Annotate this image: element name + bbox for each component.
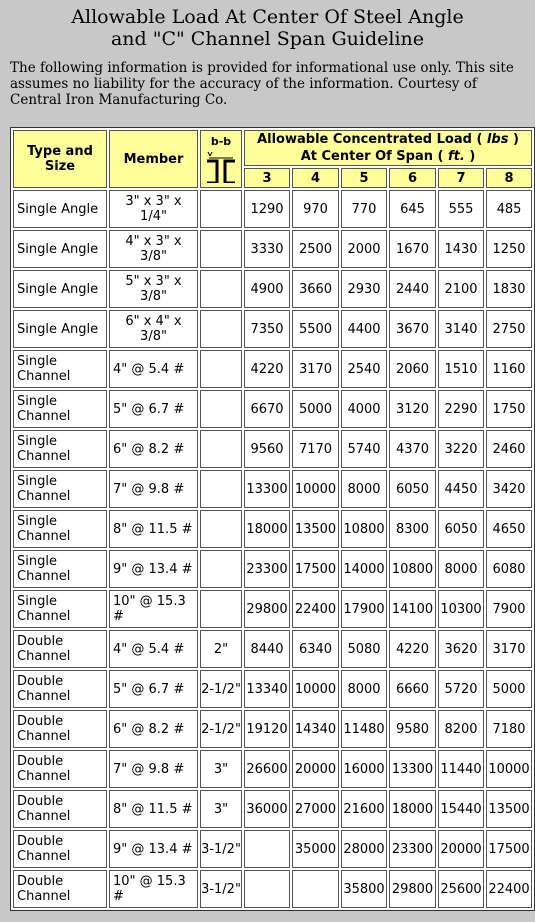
span-header: 7 xyxy=(438,168,484,188)
table-row xyxy=(13,350,532,388)
cell-load: 5080 xyxy=(341,630,387,668)
cell-load: 8000 xyxy=(438,550,484,588)
cell-bb: 3-1/2" xyxy=(200,870,242,908)
page-title xyxy=(0,6,535,50)
cell-load: 22400 xyxy=(486,870,532,908)
cell-load: 10000 xyxy=(486,750,532,788)
cell-load: 8300 xyxy=(389,510,436,548)
cell-load: 22400 xyxy=(292,590,339,628)
cell-type: Single Angle xyxy=(13,270,107,308)
cell-load: 13300 xyxy=(244,470,290,508)
cell-load: 17500 xyxy=(292,550,339,588)
cell-type: Single Channel xyxy=(13,390,107,428)
cell-bb xyxy=(200,470,242,508)
cell-load: 3660 xyxy=(292,270,339,308)
cell-load: 2440 xyxy=(389,270,436,308)
cell-load: 3170 xyxy=(292,350,339,388)
cell-type: Single Channel xyxy=(13,590,107,628)
cell-load: 555 xyxy=(438,190,484,228)
cell-bb: 2" xyxy=(200,630,242,668)
cell-load: 5500 xyxy=(292,310,339,348)
cell-bb xyxy=(200,510,242,548)
cell-load: 9560 xyxy=(244,430,290,468)
cell-type: Single Angle xyxy=(13,190,107,228)
cell-load xyxy=(292,870,339,908)
cell-load: 770 xyxy=(341,190,387,228)
cell-load: 1160 xyxy=(486,350,532,388)
cell-load: 7180 xyxy=(486,710,532,748)
cell-load: 2540 xyxy=(341,350,387,388)
cell-load: 35000 xyxy=(292,830,339,868)
cell-bb xyxy=(200,390,242,428)
title-line-2: and "C" Channel Span Guideline xyxy=(110,28,425,50)
cell-load: 7350 xyxy=(244,310,290,348)
cell-bb xyxy=(200,230,242,268)
cell-load: 17900 xyxy=(341,590,387,628)
cell-load: 13300 xyxy=(389,750,436,788)
channel-diagram-icon xyxy=(204,149,238,183)
cell-load: 7170 xyxy=(292,430,339,468)
cell-load: 19120 xyxy=(244,710,290,748)
cell-bb xyxy=(200,310,242,348)
cell-load: 5000 xyxy=(486,670,532,708)
header-allowable-load xyxy=(244,130,532,166)
cell-bb xyxy=(200,350,242,388)
cell-load xyxy=(244,830,290,868)
cell-load: 21600 xyxy=(341,790,387,828)
cell-load: 10000 xyxy=(292,670,339,708)
cell-bb xyxy=(200,190,242,228)
cell-load: 11440 xyxy=(438,750,484,788)
cell-member: 9" @ 13.4 # xyxy=(109,830,198,868)
table-row xyxy=(13,470,532,508)
cell-member: 10" @ 15.3 # xyxy=(109,590,198,628)
cell-load: 1290 xyxy=(244,190,290,228)
table-row xyxy=(13,590,532,628)
table-row xyxy=(13,230,532,268)
cell-bb: 3" xyxy=(200,750,242,788)
cell-load: 10300 xyxy=(438,590,484,628)
cell-load: 8000 xyxy=(341,670,387,708)
title-line-1: Allowable Load At Center Of Steel Angle xyxy=(71,6,464,28)
span-header: 4 xyxy=(292,168,339,188)
cell-load: 645 xyxy=(389,190,436,228)
table-row xyxy=(13,830,532,868)
cell-bb xyxy=(200,430,242,468)
cell-load: 11480 xyxy=(341,710,387,748)
cell-load: 8200 xyxy=(438,710,484,748)
cell-load: 27000 xyxy=(292,790,339,828)
cell-load: 20000 xyxy=(438,830,484,868)
cell-bb xyxy=(200,270,242,308)
cell-type: Double Channel xyxy=(13,630,107,668)
cell-type: Single Angle xyxy=(13,230,107,268)
cell-load: 10000 xyxy=(292,470,339,508)
cell-load: 4220 xyxy=(389,630,436,668)
allow-line1-end: ) xyxy=(512,132,519,147)
cell-load: 3420 xyxy=(486,470,532,508)
cell-load: 14340 xyxy=(292,710,339,748)
allow-line2-end: ) xyxy=(469,149,476,164)
cell-load: 14100 xyxy=(389,590,436,628)
cell-load: 17500 xyxy=(486,830,532,868)
cell-load: 5720 xyxy=(438,670,484,708)
cell-load: 18000 xyxy=(244,510,290,548)
table-row xyxy=(13,790,532,828)
allow-unit-lbs: lbs xyxy=(482,132,513,147)
cell-type: Single Angle xyxy=(13,310,107,348)
cell-member: 9" @ 13.4 # xyxy=(109,550,198,588)
cell-load: 13500 xyxy=(486,790,532,828)
cell-load: 13340 xyxy=(244,670,290,708)
table-row xyxy=(13,870,532,908)
cell-load: 18000 xyxy=(389,790,436,828)
header-bb xyxy=(200,130,242,188)
cell-member: 6" x 4" x 3/8" xyxy=(109,310,198,348)
cell-type: Double Channel xyxy=(13,750,107,788)
cell-member: 8" @ 11.5 # xyxy=(109,790,198,828)
header-type-size: Type and Size xyxy=(13,130,107,188)
span-header: 6 xyxy=(389,168,436,188)
cell-member: 6" @ 8.2 # xyxy=(109,430,198,468)
cell-load: 3670 xyxy=(389,310,436,348)
cell-load: 3140 xyxy=(438,310,484,348)
cell-load: 2750 xyxy=(486,310,532,348)
cell-load: 25600 xyxy=(438,870,484,908)
cell-member: 8" @ 11.5 # xyxy=(109,510,198,548)
cell-load: 15440 xyxy=(438,790,484,828)
cell-bb: 2-1/2" xyxy=(200,710,242,748)
cell-load: 35800 xyxy=(341,870,387,908)
cell-load: 3120 xyxy=(389,390,436,428)
cell-type: Single Channel xyxy=(13,550,107,588)
span-header: 5 xyxy=(341,168,387,188)
cell-load: 2290 xyxy=(438,390,484,428)
cell-load xyxy=(244,870,290,908)
span-header: 3 xyxy=(244,168,290,188)
cell-load: 4450 xyxy=(438,470,484,508)
allow-line1: Allowable Concentrated Load ( xyxy=(257,132,483,147)
cell-member: 5" @ 6.7 # xyxy=(109,670,198,708)
cell-load: 485 xyxy=(486,190,532,228)
cell-member: 4" @ 5.4 # xyxy=(109,630,198,668)
cell-member: 4" @ 5.4 # xyxy=(109,350,198,388)
cell-load: 1670 xyxy=(389,230,436,268)
cell-load: 16000 xyxy=(341,750,387,788)
cell-member: 7" @ 9.8 # xyxy=(109,470,198,508)
cell-load: 2460 xyxy=(486,430,532,468)
table-row xyxy=(13,710,532,748)
intro-text: The following information is provided for informational use only. This site assumes no liability for the accuracy of the information. Courtesy of Central Iron Manufacturing Co. xyxy=(10,60,514,108)
cell-load: 36000 xyxy=(244,790,290,828)
header-member: Member xyxy=(109,130,198,188)
span-header: 8 xyxy=(486,168,532,188)
cell-load: 6050 xyxy=(389,470,436,508)
cell-load: 23300 xyxy=(244,550,290,588)
cell-load: 2930 xyxy=(341,270,387,308)
cell-bb xyxy=(200,550,242,588)
allow-line2: At Center Of Span ( xyxy=(300,149,444,164)
table-row xyxy=(13,310,532,348)
cell-member: 4" x 3" x 3/8" xyxy=(109,230,198,268)
cell-load: 4400 xyxy=(341,310,387,348)
cell-member: 5" @ 6.7 # xyxy=(109,390,198,428)
cell-load: 29800 xyxy=(389,870,436,908)
table-row xyxy=(13,750,532,788)
cell-type: Single Channel xyxy=(13,470,107,508)
cell-load: 13500 xyxy=(292,510,339,548)
cell-load: 3220 xyxy=(438,430,484,468)
cell-load: 2000 xyxy=(341,230,387,268)
cell-load: 4000 xyxy=(341,390,387,428)
cell-load: 1250 xyxy=(486,230,532,268)
table-row xyxy=(13,430,532,468)
cell-load: 3330 xyxy=(244,230,290,268)
cell-load: 10800 xyxy=(341,510,387,548)
cell-member: 3" x 3" x 1/4" xyxy=(109,190,198,228)
cell-type: Double Channel xyxy=(13,710,107,748)
cell-load: 3170 xyxy=(486,630,532,668)
cell-load: 28000 xyxy=(341,830,387,868)
cell-load: 1750 xyxy=(486,390,532,428)
table-row xyxy=(13,510,532,548)
cell-member: 7" @ 9.8 # xyxy=(109,750,198,788)
cell-load: 8440 xyxy=(244,630,290,668)
table-row xyxy=(13,190,532,228)
cell-load: 1430 xyxy=(438,230,484,268)
cell-load: 4370 xyxy=(389,430,436,468)
cell-bb: 3" xyxy=(200,790,242,828)
table-row xyxy=(13,270,532,308)
cell-load: 6660 xyxy=(389,670,436,708)
cell-type: Single Channel xyxy=(13,510,107,548)
cell-type: Double Channel xyxy=(13,870,107,908)
cell-load: 6670 xyxy=(244,390,290,428)
table-row xyxy=(13,550,532,588)
cell-load: 7900 xyxy=(486,590,532,628)
cell-load: 4650 xyxy=(486,510,532,548)
table-row xyxy=(13,670,532,708)
cell-load: 29800 xyxy=(244,590,290,628)
cell-member: 5" x 3" x 3/8" xyxy=(109,270,198,308)
cell-bb xyxy=(200,590,242,628)
cell-load: 14000 xyxy=(341,550,387,588)
load-table xyxy=(10,127,535,911)
cell-load: 3620 xyxy=(438,630,484,668)
cell-load: 5740 xyxy=(341,430,387,468)
cell-bb: 2-1/2" xyxy=(200,670,242,708)
cell-load: 1830 xyxy=(486,270,532,308)
cell-load: 2100 xyxy=(438,270,484,308)
cell-load: 6340 xyxy=(292,630,339,668)
cell-type: Double Channel xyxy=(13,790,107,828)
cell-load: 26600 xyxy=(244,750,290,788)
cell-load: 4900 xyxy=(244,270,290,308)
cell-load: 4220 xyxy=(244,350,290,388)
cell-bb: 3-1/2" xyxy=(200,830,242,868)
cell-load: 20000 xyxy=(292,750,339,788)
cell-load: 1510 xyxy=(438,350,484,388)
header-bb-label: b-b xyxy=(210,134,232,148)
cell-load: 10800 xyxy=(389,550,436,588)
cell-type: Double Channel xyxy=(13,830,107,868)
cell-load: 2060 xyxy=(389,350,436,388)
cell-load: 6080 xyxy=(486,550,532,588)
cell-load: 970 xyxy=(292,190,339,228)
cell-load: 9580 xyxy=(389,710,436,748)
cell-type: Double Channel xyxy=(13,670,107,708)
table-row xyxy=(13,630,532,668)
cell-type: Single Channel xyxy=(13,350,107,388)
cell-load: 23300 xyxy=(389,830,436,868)
cell-member: 10" @ 15.3 # xyxy=(109,870,198,908)
cell-load: 5000 xyxy=(292,390,339,428)
allow-unit-ft: ft. xyxy=(443,149,470,164)
table-row xyxy=(13,390,532,428)
cell-load: 2500 xyxy=(292,230,339,268)
cell-member: 6" @ 8.2 # xyxy=(109,710,198,748)
cell-load: 6050 xyxy=(438,510,484,548)
cell-type: Single Channel xyxy=(13,430,107,468)
cell-load: 8000 xyxy=(341,470,387,508)
